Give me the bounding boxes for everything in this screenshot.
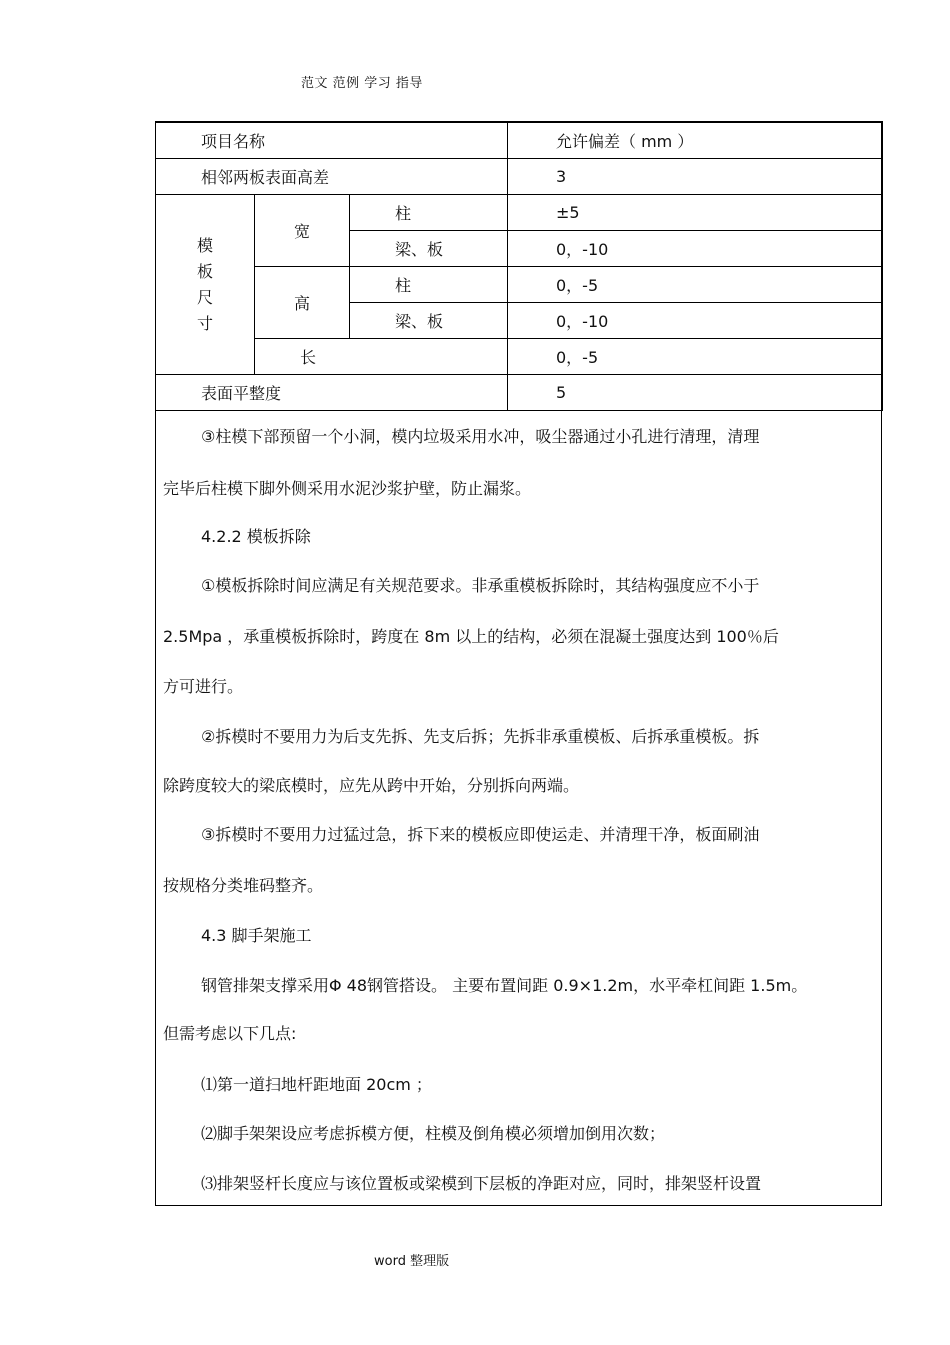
width-beam-value: 0，-10 [508, 231, 883, 267]
section-heading: 4.3 脚手架施工 [201, 926, 312, 945]
table-row [156, 159, 883, 195]
paragraph-line: 2.5Mpa ，承重模板拆除时，跨度在 8m 以上的结构，必须在混凝土强度达到 100％后 [163, 627, 779, 646]
group-label-char: 板 [196, 261, 213, 281]
paragraph-line: 完毕后柱模下脚外侧采用水泥沙浆护壁，防止漏浆。 [163, 479, 532, 498]
list-item: ⑵脚手架架设应考虑拆模方便，柱模及倒角模必须增加倒用次数； [201, 1124, 666, 1143]
height-beam-label: 梁、板 [350, 303, 508, 339]
length-value: 0，-5 [508, 339, 883, 375]
group-label-formwork-size [156, 195, 255, 375]
header-tolerance: 允许偏差（ mm ） [508, 122, 883, 159]
paragraph-line: 除跨度较大的梁底模时，应先从跨中开始，分别拆向两端。 [163, 776, 580, 795]
height-column-value: 0，-5 [508, 267, 883, 303]
height-beam-value: 0，-10 [508, 303, 883, 339]
paragraph-line: ①模板拆除时间应满足有关规范要求。非承重模板拆除时，其结构强度应不小于 [201, 576, 760, 595]
sub-label-width: 宽 [255, 195, 350, 267]
paragraph-line: ②拆模时不要用力为后支先拆、先支后拆；先拆非承重模板、后拆承重模板。拆 [201, 727, 760, 746]
width-beam-label: 梁、板 [350, 231, 508, 267]
list-item: ⑴第一道扫地杆距地面 20cm ； [201, 1075, 432, 1094]
group-label-char: 模 [196, 235, 213, 255]
list-item: ⑶排架竖杆长度应与该位置板或梁模到下层板的净距对应，同时，排架竖杆设置 [201, 1174, 762, 1193]
table-row [156, 195, 883, 231]
sub-label-height: 高 [255, 267, 350, 339]
group-label-char: 尺 [196, 287, 213, 307]
row-value-flatness: 5 [508, 375, 883, 411]
row-value-adjacent: 3 [508, 159, 883, 195]
row-label-flatness: 表面平整度 [156, 375, 508, 411]
group-label-char: 寸 [196, 313, 213, 333]
paragraph-line: 钢管排架支撑采用Φ 48钢管搭设。 主要布置间距 0.9×1.2m，水平牵杠间距 1.5m。 [201, 976, 808, 995]
height-column-label: 柱 [350, 267, 508, 303]
paragraph-line: ③柱模下部预留一个小洞，模内垃圾采用水冲，吸尘器通过小孔进行清理，清理 [201, 427, 760, 446]
table-row [156, 267, 883, 303]
header-item-name: 项目名称 [156, 122, 508, 159]
paragraph-line: 但需考虑以下几点: [163, 1024, 297, 1043]
width-column-label: 柱 [350, 195, 508, 231]
sub-label-length: 长 [255, 339, 508, 375]
table-header-row [156, 122, 883, 159]
table-row [156, 375, 883, 411]
page-header: 范文 范例 学习 指导 [301, 76, 423, 91]
page-footer: word 整理版 [374, 1254, 450, 1269]
row-label-adjacent: 相邻两板表面高差 [156, 159, 508, 195]
paragraph-line: 方可进行。 [163, 677, 244, 696]
paragraph-line: ③拆模时不要用力过猛过急，拆下来的模板应即使运走、并清理干净，板面刷油 [201, 825, 760, 844]
width-column-value: ±5 [508, 195, 883, 231]
paragraph-line: 按规格分类堆码整齐。 [163, 876, 324, 895]
section-heading: 4.2.2 模板拆除 [201, 527, 311, 546]
tolerance-table [155, 121, 883, 411]
table-row [156, 339, 883, 375]
